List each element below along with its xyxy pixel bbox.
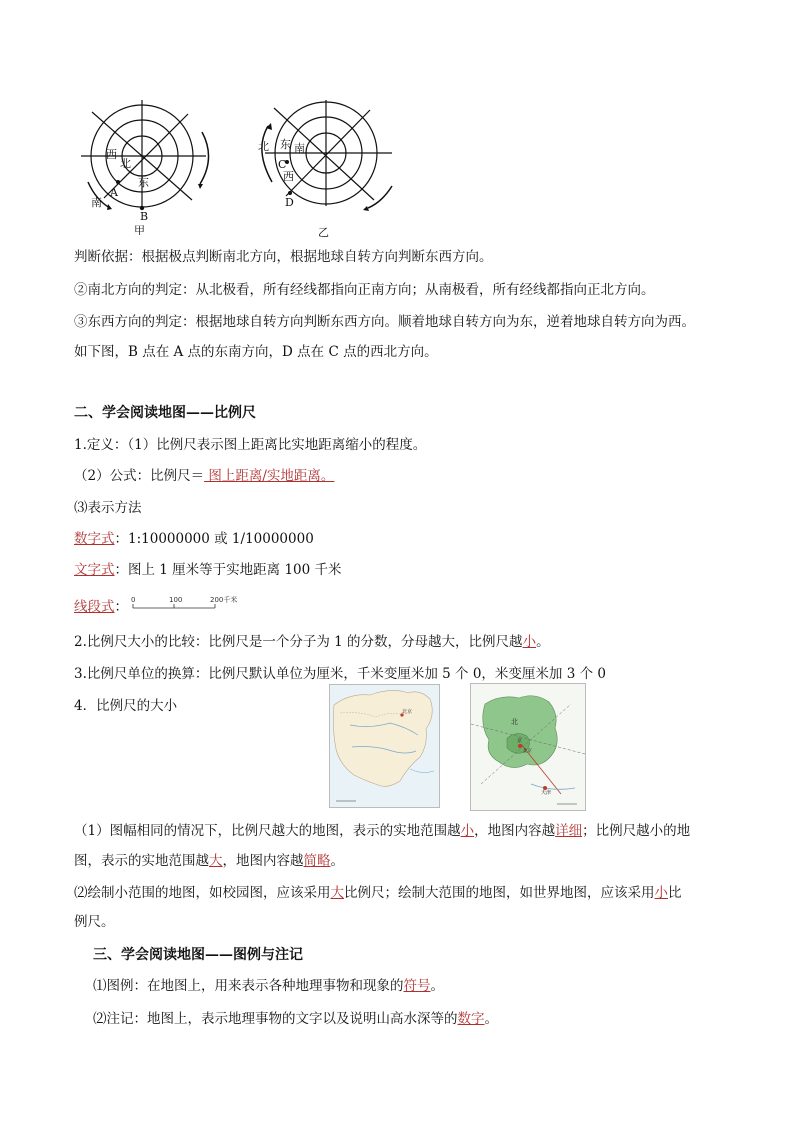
- p1-f: 图，表示的实地范围越: [74, 853, 209, 869]
- yi-caption: 乙: [318, 226, 329, 239]
- annotation-definition: [93, 1010, 498, 1028]
- scale-tick-200: 200千米: [210, 596, 238, 604]
- section3-title: 三、学会阅读地图——图例与注记: [93, 947, 303, 963]
- p1-i: 简略: [303, 853, 331, 869]
- section2-title: 二、学会阅读地图——比例尺: [74, 405, 256, 421]
- text-label: 文字式: [74, 562, 115, 578]
- example-text: 如下图，B 点在 A 点的东南方向，D 点在 C 点的西北方向。: [74, 344, 438, 360]
- compare-prefix: 2.比例尺大小的比较：比例尺是一个分子为 1 的分数，分母越大，比例尺越: [74, 634, 523, 650]
- p1-c: ，地图内容越: [474, 823, 556, 839]
- yi-label-west: 西: [283, 170, 294, 183]
- p2-e: 比: [668, 885, 682, 901]
- scale-compare: [74, 633, 550, 651]
- size-rule-2-line2: 例尺。: [74, 914, 115, 930]
- numeric-scale: [74, 530, 314, 548]
- compare-suffix: 。: [536, 634, 550, 650]
- note-c: 。: [484, 1011, 498, 1027]
- p2-d: 小: [654, 885, 668, 901]
- formula-answer: 图上距离/实地距离。: [204, 468, 335, 484]
- size-title: 4．比例尺的大小: [74, 698, 178, 714]
- ew-rule-text: ③东西方向的判定：根据地球自转方向判断东西方向。顺着地球自转方向为东，逆着地球自转方向为西。: [74, 314, 695, 330]
- map-left-label: 北京: [402, 709, 413, 715]
- size-rule-1-line2: [74, 852, 344, 870]
- yi-label-south: 南: [294, 142, 305, 155]
- yi-label-d: D: [285, 196, 294, 209]
- map-large-scale: [470, 683, 586, 811]
- p2-b: 大: [330, 885, 344, 901]
- scale-tick-0: 0: [131, 596, 136, 604]
- line-colon: ：: [114, 599, 128, 615]
- size-rule-1-line1: [74, 822, 690, 840]
- jia-label-north: 北: [120, 157, 131, 170]
- formula-prefix: （2）公式：比例尺＝: [74, 468, 205, 484]
- legend-b: 符号: [403, 978, 431, 994]
- scale-definition: 1.定义：（1）比例尺表示图上距离比实地距离缩小的程度。: [74, 437, 427, 453]
- p1-a: （1）图幅相同的情况下，比例尺越大的地图，表示的实地范围越: [74, 823, 461, 839]
- map-right-label-north: 北: [511, 718, 518, 726]
- map-right-label-jing: 京: [517, 738, 523, 744]
- size-rule-2-line1: [74, 884, 682, 902]
- p1-e: ；比例尺越小的地: [582, 823, 691, 839]
- line-scale-bar: [128, 592, 248, 614]
- note-a: ⑵注记：地图上，表示地理事物的文字以及说明山高水深等的: [93, 1011, 458, 1027]
- jia-label-west: 西: [106, 148, 117, 161]
- yi-label-north: 北: [258, 140, 269, 153]
- legend-c: 。: [430, 978, 444, 994]
- note-b: 数字: [457, 1011, 485, 1027]
- p1-d: 详细: [555, 823, 583, 839]
- jia-caption: 甲: [134, 224, 145, 235]
- p1-b: 小: [460, 823, 475, 839]
- yi-label-c: C: [278, 158, 287, 171]
- text-scale: [74, 561, 342, 579]
- map-small-scale: [329, 684, 440, 808]
- p2-a: ⑵绘制小范围的地图，如校园图，应该采用: [74, 885, 331, 901]
- line-scale: [74, 598, 128, 616]
- p2-c: 比例尺；绘制大范围的地图，如世界地图，应该采用: [344, 885, 655, 901]
- p1-j: 。: [330, 853, 344, 869]
- jia-label-south: 南: [91, 196, 102, 209]
- basis-text: 判断依据：根据极点判断南北方向，根据地球自转方向判断东西方向。: [74, 249, 493, 265]
- compare-answer: 小: [522, 634, 537, 650]
- legend-a: ⑴图例：在地图上，用来表示各种地理事物和现象的: [93, 978, 404, 994]
- jia-label-east: 东: [138, 176, 149, 189]
- methods-title: ⑶表示方法: [74, 500, 142, 516]
- legend-definition: [93, 977, 444, 995]
- numeric-text: ：1:10000000 或 1/10000000: [114, 531, 314, 547]
- line-label: 线段式: [74, 599, 115, 615]
- ns-rule-text: ②南北方向的判定：从北极看，所有经线都指向正南方向；从南极看，所有经线都指向正北方向。: [74, 282, 655, 298]
- diagram-jia: [76, 100, 216, 235]
- diagram-yi: [250, 100, 410, 240]
- unit-conversion: 3.比例尺单位的换算：比例尺默认单位为厘米，千米变厘米加 5 个 0，米变厘米加 3 个 0: [74, 666, 606, 682]
- scale-formula: [74, 467, 334, 485]
- map-right-label-tianjin: 天津: [541, 790, 552, 796]
- jia-label-b: B: [140, 210, 149, 223]
- map-right-label-beijing: 北京: [523, 749, 532, 754]
- p1-g: 大: [209, 853, 223, 869]
- text-text: ：图上 1 厘米等于实地距离 100 千米: [114, 562, 342, 578]
- scale-tick-100: 100: [169, 596, 183, 604]
- numeric-label: 数字式: [74, 531, 115, 547]
- yi-label-east: 东: [280, 138, 291, 151]
- p1-h: ，地图内容越: [222, 853, 304, 869]
- jia-label-a: A: [110, 186, 118, 199]
